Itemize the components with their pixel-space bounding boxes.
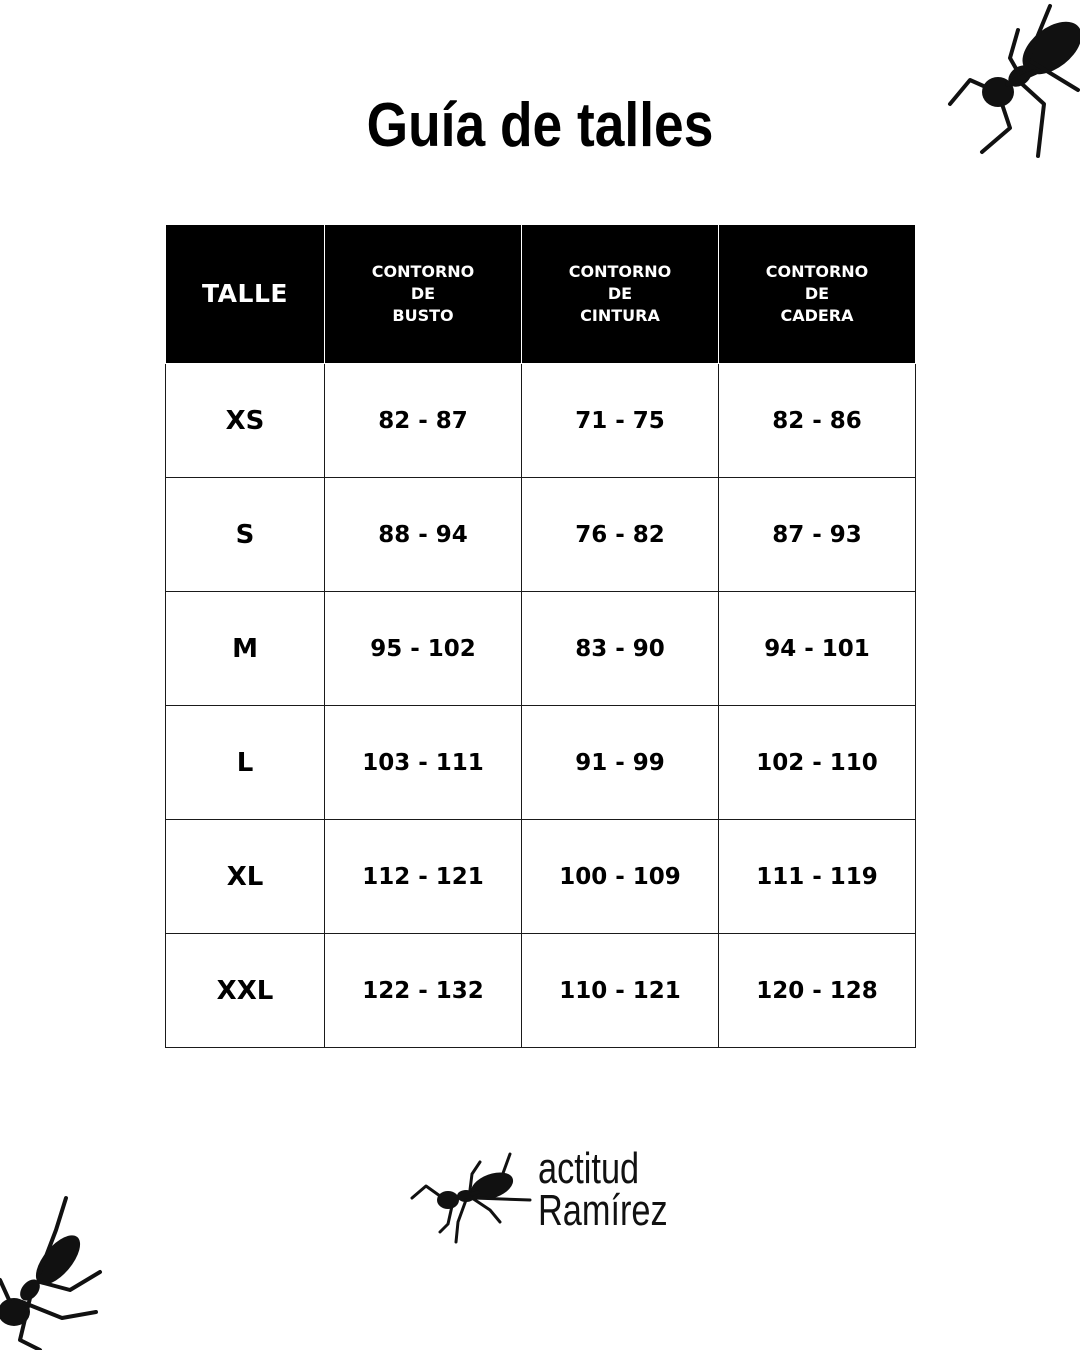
header-cintura-line2: DE <box>607 284 633 303</box>
table-header-row <box>166 225 916 364</box>
busto-cell: 82 - 87 <box>325 364 522 478</box>
header-cintura <box>522 225 719 364</box>
header-busto-line2: DE <box>410 284 436 303</box>
page-title: Guía de talles <box>366 91 714 160</box>
brand-line1: actitud <box>538 1144 640 1193</box>
cadera-cell: 87 - 93 <box>719 478 916 592</box>
size-cell: M <box>166 592 325 706</box>
ant-icon-bottom-left <box>0 1190 110 1350</box>
cadera-cell: 120 - 128 <box>719 934 916 1048</box>
header-cadera <box>719 225 916 364</box>
cadera-cell: 102 - 110 <box>719 706 916 820</box>
size-cell: XS <box>166 364 325 478</box>
ant-icon <box>410 1148 540 1248</box>
header-cadera-line3: CADERA <box>780 306 854 325</box>
brand-line2: Ramírez <box>538 1186 668 1235</box>
header-cintura-line3: CINTURA <box>580 306 660 325</box>
busto-cell: 122 - 132 <box>325 934 522 1048</box>
header-talle-label: TALLE <box>202 279 288 308</box>
table-row <box>166 820 916 934</box>
cintura-cell: 110 - 121 <box>522 934 719 1048</box>
cintura-cell: 100 - 109 <box>522 820 719 934</box>
busto-cell: 112 - 121 <box>325 820 522 934</box>
ant-icon-top-right <box>940 0 1080 165</box>
size-cell: L <box>166 706 325 820</box>
cintura-cell: 83 - 90 <box>522 592 719 706</box>
table-row <box>166 934 916 1048</box>
size-cell: XXL <box>166 934 325 1048</box>
header-busto <box>325 225 522 364</box>
table-row <box>166 592 916 706</box>
header-talle <box>166 225 325 364</box>
table-row <box>166 364 916 478</box>
header-busto-line3: BUSTO <box>392 306 454 325</box>
header-cintura-line1: CONTORNO <box>568 262 672 281</box>
cintura-cell: 91 - 99 <box>522 706 719 820</box>
header-cadera-line1: CONTORNO <box>765 262 869 281</box>
cintura-cell: 71 - 75 <box>522 364 719 478</box>
header-cadera-line2: DE <box>804 284 830 303</box>
header-busto-line1: CONTORNO <box>371 262 475 281</box>
size-cell: XL <box>166 820 325 934</box>
brand-name <box>538 1144 668 1235</box>
busto-cell: 88 - 94 <box>325 478 522 592</box>
size-cell: S <box>166 478 325 592</box>
busto-cell: 103 - 111 <box>325 706 522 820</box>
size-guide-table <box>165 224 916 1048</box>
cadera-cell: 82 - 86 <box>719 364 916 478</box>
cadera-cell: 111 - 119 <box>719 820 916 934</box>
table-row <box>166 706 916 820</box>
table-row <box>166 478 916 592</box>
busto-cell: 95 - 102 <box>325 592 522 706</box>
cadera-cell: 94 - 101 <box>719 592 916 706</box>
cintura-cell: 76 - 82 <box>522 478 719 592</box>
brand-logo <box>410 1144 680 1248</box>
